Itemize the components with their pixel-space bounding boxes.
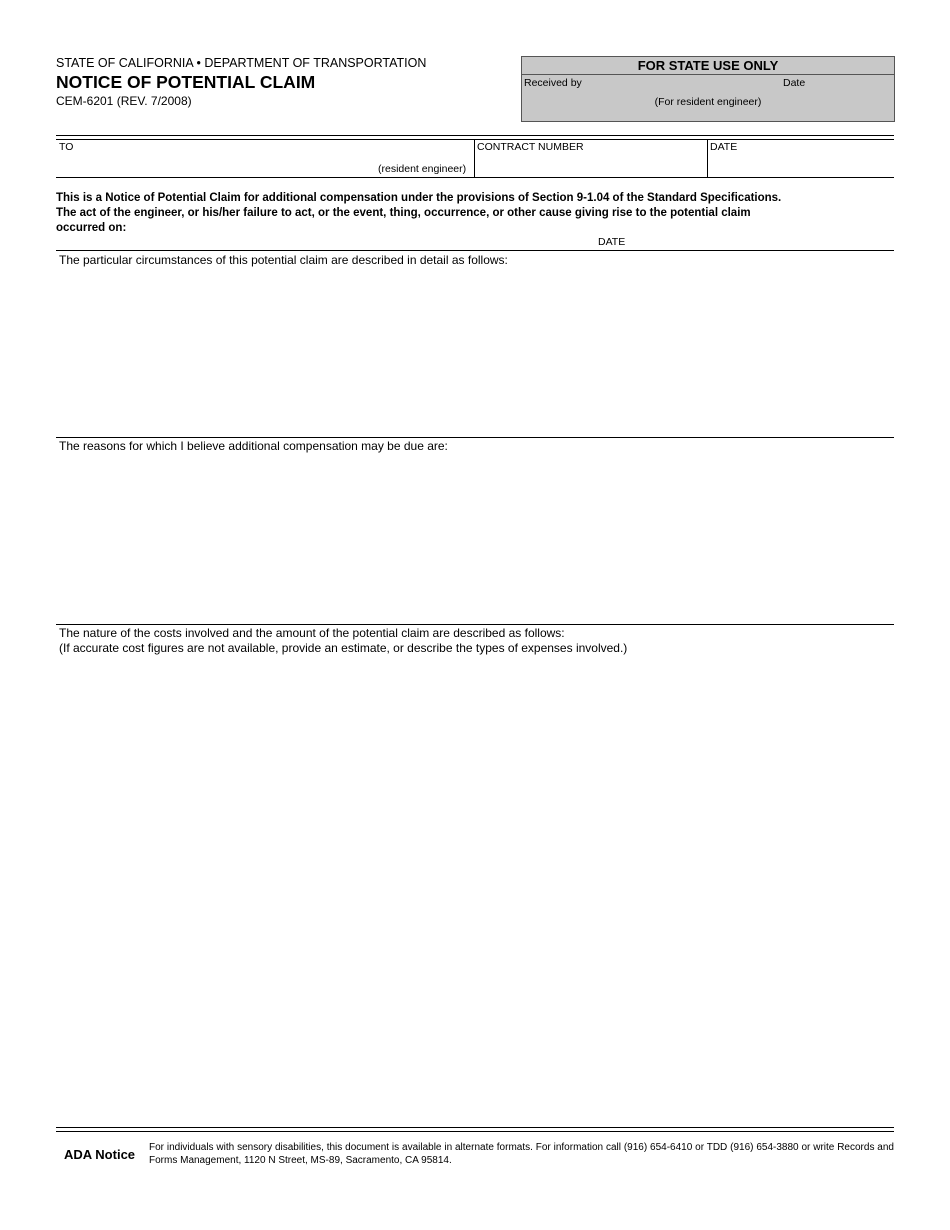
costs-label: The nature of the costs involved and the amount of the potential claim are described as follows: bbox=[59, 626, 565, 640]
costs-note: (If accurate cost figures are not available, provide an estimate, or describe the types of expenses involved.) bbox=[59, 641, 628, 655]
form-number: CEM-6201 (REV. 7/2008) bbox=[56, 94, 192, 108]
reasons-field[interactable] bbox=[56, 456, 894, 622]
divider-footer-1 bbox=[56, 1127, 894, 1128]
divider-info-bottom bbox=[56, 177, 894, 178]
contract-number-field[interactable] bbox=[476, 153, 706, 176]
divider-reasons bbox=[56, 624, 894, 625]
costs-field[interactable] bbox=[56, 660, 894, 1120]
circumstances-field[interactable] bbox=[56, 270, 894, 435]
to-field[interactable] bbox=[56, 152, 474, 176]
ada-notice-text: For individuals with sensory disabilities, this document is available in alternate formats. For information call (916) 654-6410 or TDD (916) 654-3880 or write Records and Forms Management, 1120 N Street, MS-89, Sacramento, CA 95814. bbox=[149, 1142, 894, 1166]
divider-footer-2 bbox=[56, 1131, 894, 1132]
date-field[interactable] bbox=[709, 153, 893, 176]
divider-top-inner bbox=[56, 139, 894, 140]
contract-number-label: CONTRACT NUMBER bbox=[477, 141, 584, 153]
received-by-field[interactable]: Received by bbox=[524, 77, 582, 89]
statement-line-3: occurred on: bbox=[56, 222, 127, 234]
divider-vertical-2 bbox=[707, 139, 708, 177]
circumstances-label: The particular circumstances of this potential claim are described in detail as follows: bbox=[59, 253, 508, 267]
claim-statement bbox=[56, 191, 894, 236]
form-title: NOTICE OF POTENTIAL CLAIM bbox=[56, 72, 316, 92]
reasons-label: The reasons for which I believe additional compensation may be due are: bbox=[59, 439, 448, 453]
for-resident-engineer-note: (For resident engineer) bbox=[654, 96, 762, 108]
state-date-field[interactable]: Date bbox=[783, 77, 806, 89]
divider-top bbox=[56, 135, 894, 136]
state-use-box bbox=[521, 56, 895, 122]
statement-line-2: The act of the engineer, or his/her failure to act, or the event, thing, occurrence, or other cause giving rise to the potential claim bbox=[56, 207, 751, 219]
divider-vertical-1 bbox=[474, 139, 475, 177]
ada-notice-title: ADA Notice bbox=[64, 1147, 136, 1162]
occurred-date-label: DATE bbox=[598, 236, 626, 248]
state-use-heading: FOR STATE USE ONLY bbox=[522, 57, 894, 75]
date-label: DATE bbox=[710, 141, 738, 153]
divider-statement bbox=[56, 250, 894, 251]
statement-line-1: This is a Notice of Potential Claim for additional compensation under the provisions of Section 9-1.04 of the Standard Specifications. bbox=[56, 192, 782, 204]
to-label: TO bbox=[59, 141, 74, 153]
agency-name: STATE OF CALIFORNIA • DEPARTMENT OF TRANSPORTATION bbox=[56, 56, 427, 70]
resident-engineer-label: (resident engineer) bbox=[378, 163, 467, 175]
divider-circumstances bbox=[56, 437, 894, 438]
